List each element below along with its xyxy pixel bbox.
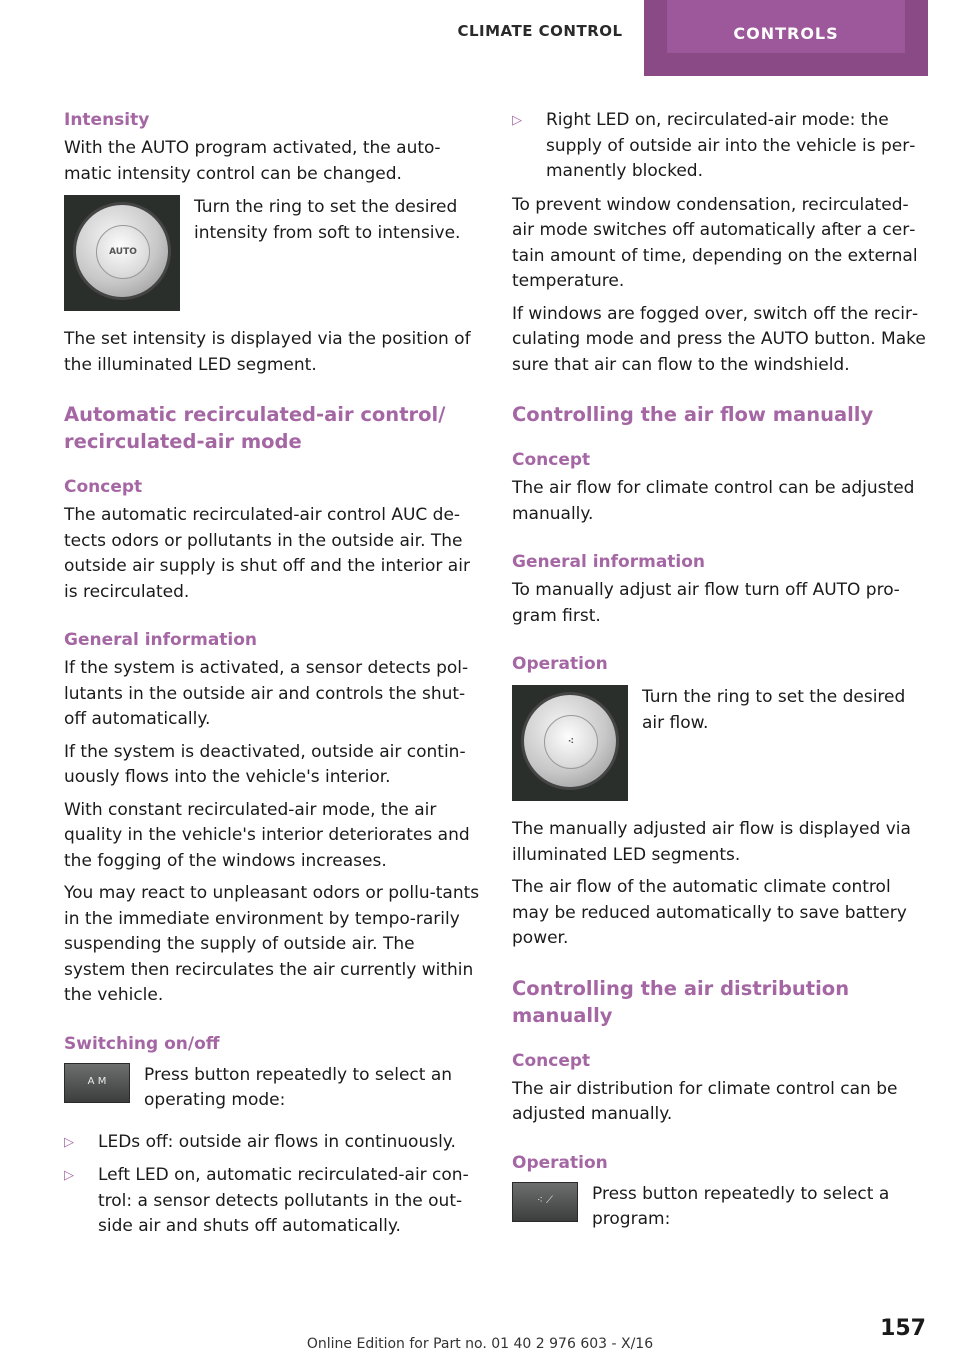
distribution-figure [512,1182,928,1233]
intensity-figure-text: Turn the ring to set the desired intensity from soft to intensive. [194,197,461,243]
fogged-paragraph: If windows are fogged over, switch off the recir‐culating mode and press the AUTO button. Make sure that air can flow to the windshield. [512,303,926,375]
triangle-bullet-icon: ▷ [64,1134,74,1150]
switch-title: Switching on/off [64,1033,220,1054]
airflow-operation-title: Operation [512,654,608,674]
list-item-text: Left LED on, automatic recirculated-air con‐trol: a sensor detects pollutants in the out‐side air and shuts off automatically. [98,1165,469,1236]
dial-fan-icon: ⁖ [544,715,598,769]
airflow-led-paragraph: The manually adjusted air flow is displayed via illuminated LED segments. [512,819,911,865]
list-item-text: LEDs off: outside air flows in continuously. [98,1131,456,1152]
right-column [512,108,928,1249]
climate-dial-image [64,195,180,311]
airflow-heading: Controlling the air flow manually [512,403,874,426]
airflow-battery-paragraph: The air flow of the automatic climate control may be reduced automatically to save battery power. [512,877,907,948]
left-column [64,108,480,1248]
general-paragraph-2: If the system is deactivated, outside air contin‐uously flows into the vehicle's interior. [64,741,466,787]
distribution-operation-title: Operation [512,1152,608,1173]
airflow-dial-image [512,685,628,801]
switch-figure-text: Press button repeatedly to select an operating mode: [144,1064,453,1110]
recirculation-button-image: A M [64,1063,130,1103]
concept-title: Concept [64,477,143,497]
airflow-figure [512,685,928,801]
general-paragraph-1: If the system is activated, a sensor detects pol‐lutants in the outside air and controls the shut‐off automatically. [64,658,469,729]
airflow-general-title: General information [512,552,706,572]
distribution-concept-paragraph: The air distribution for climate control can be adjusted manually. [512,1078,898,1124]
distribution-figure-text: Press button repeatedly to select a program: [592,1183,890,1229]
chapter-tab: CONTROLS [667,0,905,53]
airflow-general-paragraph: To manually adjust air flow turn off AUTO pro‐gram first. [512,580,900,626]
concept-paragraph: The automatic recirculated-air control AUC de‐tects odors or pollutants in the outside air. The outside air supply is shut off and the interior air is recirculated. [64,505,470,602]
dial-ring [524,695,616,787]
footer-edition: Online Edition for Part no. 01 40 2 976 603 - X/16 [306,1336,654,1352]
distribution-heading: Controlling the air distribution manually [512,976,850,1027]
triangle-bullet-icon: ▷ [64,1168,74,1183]
page-number: 157 [880,1316,926,1341]
intensity-title: Intensity [64,110,150,130]
auc-heading: Automatic recirculated-air control/ recirculated-air mode [64,403,446,453]
distribution-concept-title: Concept [512,1050,591,1071]
airflow-concept-paragraph: The air flow for climate control can be adjusted manually. [512,478,915,524]
general-title: General information [64,630,258,650]
airflow-concept-title: Concept [512,450,591,470]
dial-auto-label: AUTO [96,225,150,279]
dial-ring [76,205,168,297]
air-distribution-button-image: ⁖ ⟋ [512,1182,578,1222]
switch-figure [64,1063,480,1114]
list-item [64,1163,480,1240]
condensation-paragraph: To prevent window condensation, recirculated-air mode switches off automatically after a cer‐tain amount of time, depending on the external temperature. [512,194,918,291]
airflow-figure-text: Turn the ring to set the desired air flow. [642,687,906,733]
list-item [512,108,928,185]
list-item [64,1130,480,1156]
general-paragraph-4: You may react to unpleasant odors or pollu‐tants in the immediate environment by tempo‐rarily suspending the supply of outside air. The system then recirculates the air currently within the vehicle. [64,883,480,1005]
list-item-text: Right LED on, recirculated-air mode: the supply of outside air into the vehicle is per‐manently blocked. [546,110,916,181]
intensity-led-paragraph: The set intensity is displayed via the position of the illuminated LED segment. [64,329,471,375]
intensity-paragraph: With the AUTO program activated, the auto‐matic intensity control can be changed. [64,138,441,184]
general-paragraph-3: With constant recirculated-air mode, the air quality in the vehicle's interior deteriorates and the fogging of the windows increases. [64,799,470,871]
intensity-figure [64,195,480,311]
section-title: CLIMATE CONTROL [457,22,623,40]
triangle-bullet-icon: ▷ [512,113,522,128]
